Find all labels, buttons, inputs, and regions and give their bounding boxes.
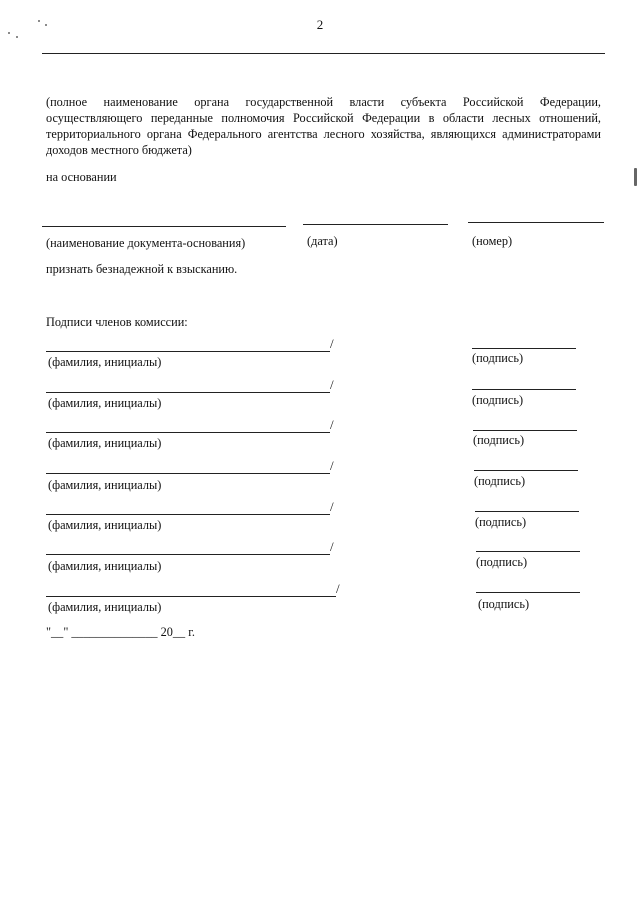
- scan-speck: [634, 168, 637, 186]
- sign-line: [473, 430, 577, 431]
- sign-line: [475, 511, 579, 512]
- basis-document-line: [42, 226, 286, 227]
- signature-separator: /: [330, 336, 334, 351]
- sign-label: (подпись): [475, 515, 527, 529]
- sign-label: (подпись): [474, 474, 526, 488]
- sign-label: (подпись): [478, 597, 530, 611]
- name-label: (фамилия, инициалы): [48, 355, 162, 369]
- scan-speck: [16, 36, 18, 38]
- scan-speck: [8, 32, 10, 34]
- scan-speck: [45, 24, 47, 26]
- name-label: (фамилия, инициалы): [48, 478, 162, 492]
- name-label: (фамилия, инициалы): [48, 559, 162, 573]
- basis-number-line: [468, 222, 604, 223]
- basis-label: на основании: [46, 170, 117, 184]
- page-number: 2: [316, 17, 324, 32]
- name-line: [46, 473, 330, 474]
- name-line: [46, 596, 336, 597]
- sign-label: (подпись): [472, 393, 524, 407]
- sign-line: [474, 470, 578, 471]
- name-label: (фамилия, инициалы): [48, 600, 162, 614]
- signature-separator: /: [330, 539, 334, 554]
- sign-label: (подпись): [476, 555, 528, 569]
- name-line: [46, 514, 330, 515]
- signature-separator: /: [330, 458, 334, 473]
- name-line: [46, 392, 330, 393]
- signature-separator: /: [330, 499, 334, 514]
- name-label: (фамилия, инициалы): [48, 396, 162, 410]
- name-label: (фамилия, инициалы): [48, 436, 162, 450]
- decision-text: признать безнадежной к взысканию.: [46, 262, 238, 276]
- basis-document-label: (наименование документа-основания): [46, 236, 246, 250]
- sign-line: [476, 551, 580, 552]
- signatures-heading: Подписи членов комиссии:: [46, 315, 188, 329]
- signature-separator: /: [330, 377, 334, 392]
- basis-date-label: (дата): [307, 234, 338, 248]
- basis-date-line: [303, 224, 448, 225]
- signature-separator: /: [330, 417, 334, 432]
- sign-label: (подпись): [472, 351, 524, 365]
- sign-line: [476, 592, 580, 593]
- date-line: "__" ______________ 20__ г.: [46, 625, 195, 639]
- name-line: [46, 554, 330, 555]
- name-line: [46, 351, 330, 352]
- top-rule: [42, 53, 605, 54]
- sign-line: [472, 389, 576, 390]
- signature-separator: /: [336, 581, 340, 596]
- sign-label: (подпись): [473, 433, 525, 447]
- sign-line: [472, 348, 576, 349]
- name-line: [46, 432, 330, 433]
- basis-number-label: (номер): [472, 234, 513, 248]
- scan-speck: [38, 20, 40, 22]
- org-description: (полное наименование органа государственной власти субъекта Российской Федерации, осуществляющего переданные полномочия Российской Федерации в области лесных отношений, территориального органа Федерального агентства лесного хозяйства, являющихся администраторами доходов местного бюджета): [46, 95, 601, 157]
- name-label: (фамилия, инициалы): [48, 518, 162, 532]
